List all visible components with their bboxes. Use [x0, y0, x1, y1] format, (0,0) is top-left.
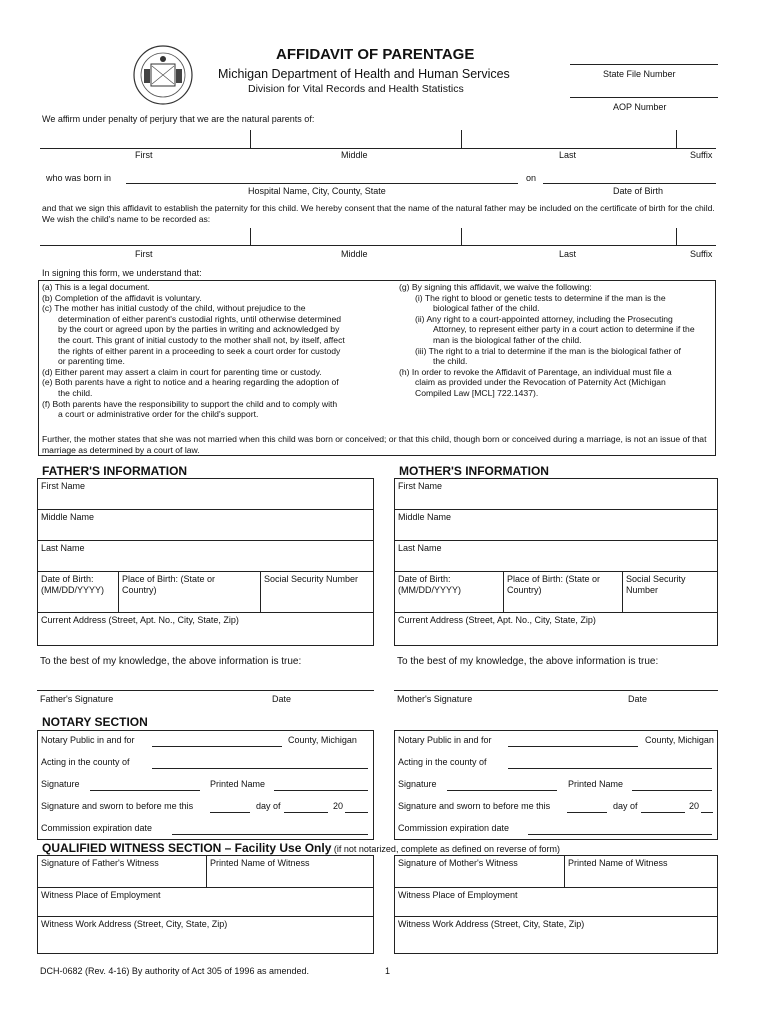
recorded-suffix-label: Suffix: [690, 249, 713, 259]
state-seal: [132, 44, 194, 106]
father-witness-address-field[interactable]: Witness Work Address (Street, City, State, Zip): [37, 916, 374, 954]
father-address-field[interactable]: Current Address (Street, Apt. No., City, State, Zip): [37, 612, 374, 646]
recorded-last-label: Last: [559, 249, 577, 259]
father-last-name-field[interactable]: Last Name: [37, 540, 374, 572]
department-name: Michigan Department of Health and Human Services: [218, 67, 510, 81]
mother-expiration-field[interactable]: [528, 834, 712, 835]
father-witness-signature-field[interactable]: Signature of Father's Witness: [37, 855, 207, 888]
child-last-label: Last: [559, 150, 577, 160]
mother-witness-address-field[interactable]: Witness Work Address (Street, City, State, Zip): [394, 916, 718, 954]
mother-notary-county-label: County, Michigan: [645, 735, 714, 745]
on-label: on: [526, 173, 537, 183]
father-acting-field[interactable]: [152, 768, 368, 769]
mother-sworn-month-field[interactable]: [641, 812, 685, 813]
aop-number-field[interactable]: [570, 97, 718, 98]
father-sworn-day-field[interactable]: [210, 812, 250, 813]
mother-last-name-field[interactable]: Last Name: [394, 540, 718, 572]
father-true-statement: To the best of my knowledge, the above information is true:: [40, 656, 302, 667]
understand-text: In signing this form, we understand that:: [42, 268, 202, 278]
father-info-heading: FATHER'S INFORMATION: [42, 464, 188, 478]
intro-text: We affirm under penalty of perjury that we are the natural parents of:: [42, 114, 315, 124]
mother-middle-name-field[interactable]: Middle Name: [394, 509, 718, 541]
terms-left-list: (a) This is a legal document. (b) Completion of the affidavit is voluntary. (c) The mother has initial custody of the child, without prejudice to the determination of either parent's custodial rights, until otherwise determined by the court or agreed upon by the parties in writing and acknowledged by the court. This grant of initial custody to the mother shall not, by itself, affect the rights of either parent in a proceeding to seek a court order for custody or parenting time. (d) Either parent may assert a claim in court for parenting time or custody. (e) Both parents have a right to notice and a hearing regarding the adoption of the child. (f) Both parents have the responsibility to support the child and to comply with a court or administrative order for the child's support.: [42, 282, 345, 420]
mother-true-statement: To the best of my knowledge, the above information is true:: [397, 656, 659, 667]
father-day-of-label: day of: [256, 801, 281, 811]
father-acting-label: Acting in the county of: [41, 757, 130, 767]
father-first-name-field[interactable]: First Name: [37, 478, 374, 510]
hospital-label: Hospital Name, City, County, State: [248, 186, 386, 196]
father-witness-employment-field[interactable]: Witness Place of Employment: [37, 887, 374, 917]
division-name: Division for Vital Records and Health Statistics: [248, 83, 464, 95]
mother-witness-printed-field[interactable]: Printed Name of Witness: [564, 855, 718, 888]
witness-heading-row: [42, 841, 560, 855]
terms-right-list: (g) By signing this affidavit, we waive the following: (i) The right to blood or genetic tests to determine if the man is the biological father of the child. (ii) Any right to a court-appointed attorney, including the Prosecuting Attorney, to represent either party in a court action to determine if the man is the biological father of the child. (iii) The right to a trial to determine if the man is the biological father of the child. (h) In order to revoke the Affidavit of Parentage, an individual must file a claim as provided under the Revocation of Paternity Act (Michigan Compiled Law [MCL] 722.1437).: [399, 282, 695, 398]
mother-first-name-field[interactable]: First Name: [394, 478, 718, 510]
mother-signature-label: Mother's Signature: [397, 694, 473, 704]
father-sworn-label: Signature and sworn to before me this: [41, 801, 194, 811]
mother-pob-field[interactable]: Place of Birth: (State or Country): [503, 571, 623, 613]
mother-printed-name-field[interactable]: [632, 790, 712, 791]
father-printed-name-field[interactable]: [274, 790, 368, 791]
father-notary-county-field[interactable]: [152, 746, 282, 747]
father-expiration-label: Commission expiration date: [41, 823, 153, 833]
child-name-field[interactable]: [40, 148, 716, 149]
aop-number-label: AOP Number: [613, 102, 667, 112]
mother-signature-field[interactable]: [394, 690, 718, 691]
father-sworn-year-field[interactable]: [345, 812, 368, 813]
consent-text: and that we sign this affidavit to establish the paternity for this child. We hereby consent that the name of the natural father may be included on the certificate of birth for the child. We wish the child's name to be recorded as:: [42, 203, 715, 224]
father-signature-field[interactable]: [37, 690, 374, 691]
mother-date-label: Date: [628, 694, 648, 704]
recorded-middle-label: Middle: [341, 249, 368, 259]
mother-witness-employment-field[interactable]: Witness Place of Employment: [394, 887, 718, 917]
father-middle-name-field[interactable]: Middle Name: [37, 509, 374, 541]
mother-acting-field[interactable]: [508, 768, 712, 769]
mother-notary-county-field[interactable]: [508, 746, 638, 747]
notary-heading: NOTARY SECTION: [42, 715, 148, 729]
witness-heading: QUALIFIED WITNESS SECTION – Facility Use Only: [42, 841, 332, 855]
father-notary-signature-label: Signature: [41, 779, 80, 789]
mother-day-of-label: day of: [613, 801, 638, 811]
father-notary-county-label: County, Michigan: [288, 735, 357, 745]
father-year-prefix: 20: [333, 801, 344, 811]
father-printed-name-label: Printed Name: [210, 779, 266, 789]
mother-year-prefix: 20: [689, 801, 700, 811]
recorded-name-field[interactable]: [40, 245, 716, 246]
mother-expiration-label: Commission expiration date: [398, 823, 510, 833]
form-number: DCH-0682 (Rev. 4-16) By authority of Act 305 of 1996 as amended.: [40, 966, 309, 976]
father-dob-field[interactable]: Date of Birth: (MM/DD/YYYY): [37, 571, 119, 613]
father-date-label: Date: [272, 694, 292, 704]
witness-note: (if not notarized, complete as defined on reverse of form): [333, 844, 561, 854]
child-suffix-label: Suffix: [690, 150, 713, 160]
mother-printed-name-label: Printed Name: [568, 779, 624, 789]
father-pob-field[interactable]: Place of Birth: (State or Country): [118, 571, 261, 613]
father-signature-label: Father's Signature: [40, 694, 114, 704]
mother-dob-field[interactable]: Date of Birth: (MM/DD/YYYY): [394, 571, 504, 613]
recorded-first-label: First: [135, 249, 153, 259]
mother-address-field[interactable]: Current Address (Street, Apt. No., City, State, Zip): [394, 612, 718, 646]
mother-info-heading: MOTHER'S INFORMATION: [399, 464, 549, 478]
mother-sworn-day-field[interactable]: [567, 812, 607, 813]
father-notary-public-label: Notary Public in and for: [41, 735, 135, 745]
state-file-number-field[interactable]: [570, 64, 718, 65]
mother-sworn-year-field[interactable]: [701, 812, 713, 813]
further-text: Further, the mother states that she was not married when this child was born or conceived; or that this child, though born or conceived during a marriage, is not an issue of that marriage as determined by a court of law.: [42, 434, 707, 455]
mother-witness-signature-field[interactable]: Signature of Mother's Witness: [394, 855, 565, 888]
father-notary-signature-field[interactable]: [90, 790, 200, 791]
state-file-number-label: State File Number: [603, 69, 676, 79]
father-witness-printed-field[interactable]: Printed Name of Witness: [206, 855, 374, 888]
mother-acting-label: Acting in the county of: [398, 757, 487, 767]
mother-notary-signature-field[interactable]: [447, 790, 557, 791]
birth-date-field[interactable]: [543, 183, 716, 184]
mother-sworn-label: Signature and sworn to before me this: [398, 801, 551, 811]
father-sworn-month-field[interactable]: [284, 812, 328, 813]
page-number: 1: [385, 966, 391, 976]
father-expiration-field[interactable]: [172, 834, 368, 835]
mother-notary-public-label: Notary Public in and for: [398, 735, 492, 745]
mother-notary-signature-label: Signature: [398, 779, 437, 789]
born-in-label: who was born in: [46, 173, 112, 183]
form-title: AFFIDAVIT OF PARENTAGE: [276, 46, 475, 63]
child-first-label: First: [135, 150, 153, 160]
child-middle-label: Middle: [341, 150, 368, 160]
birth-date-label: Date of Birth: [613, 186, 664, 196]
mother-ssn-field[interactable]: Social Security Number: [622, 571, 718, 613]
hospital-field[interactable]: [126, 183, 518, 184]
father-ssn-field[interactable]: Social Security Number: [260, 571, 374, 613]
